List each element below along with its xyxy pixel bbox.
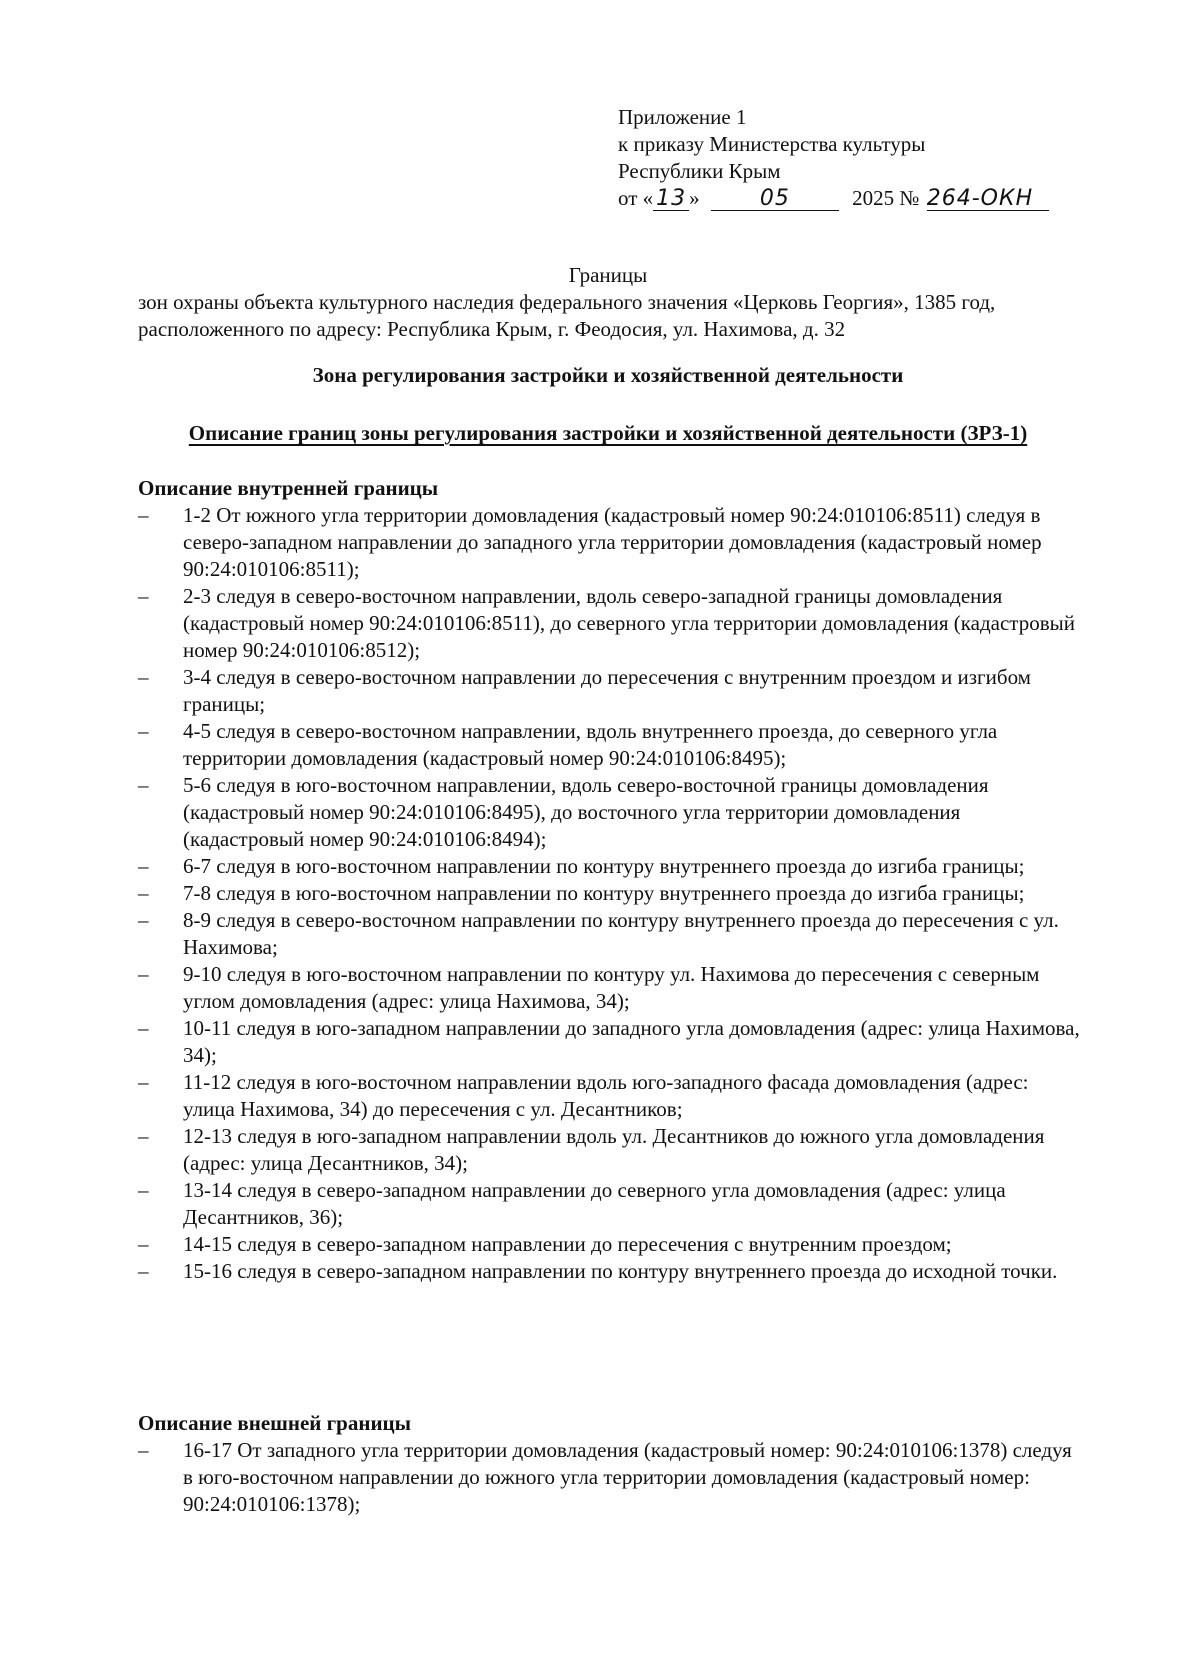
list-dash: – [138,773,149,797]
inner-boundary-item [138,907,1083,961]
order-number-field [927,185,1049,211]
zone-heading: Зона регулирования застройки и хозяйственной деятельности [312,363,904,387]
inner-boundary-item [138,1177,1083,1231]
inner-boundary-item [138,1123,1083,1177]
inner-boundary-item [138,1015,1083,1069]
boundary-segment-text: 1-2 От южного угла территории домовладения (кадастровый номер 90:24:010106:8511) следуя в северо-западном направлении до западного угла территории домовладения (кадастровый номер 90:24:010106:8511); [183,503,1042,581]
boundary-segment-text: 12-13 следуя в юго-западном направлении вдоль ул. Десантников до южного угла домовладения (адрес: улица Десантников, 34); [183,1124,1045,1175]
list-dash: – [138,1070,149,1094]
boundary-segment-text: 3-4 следуя в северо-восточном направлении до пересечения с внутренним проездом и изгибом границы; [183,665,1031,716]
list-dash: – [138,908,149,932]
inner-boundary-item [138,853,1083,880]
outer-boundary-heading: Описание внешней границы [138,1411,412,1435]
boundary-segment-text: 4-5 следуя в северо-восточном направлении, вдоль внутреннего проезда, до северного угла территории домовладения (кадастровый номер 90:24:010106:8495); [183,719,998,770]
boundary-segment-text: 8-9 следуя в северо-восточном направлении по контуру внутреннего проезда до пересечения с ул. Нахимова; [183,908,1059,959]
list-dash: – [138,503,149,527]
month-field [711,185,839,211]
boundary-segment-text: 16-17 От западного угла территории домовладения (кадастровый номер: 90:24:010106:1378) следуя в юго-восточном направлении до южного угла территории домовладения (кадастровый номер: 90:24:010106:1378); [183,1438,1072,1516]
list-dash: – [138,962,149,986]
list-dash: – [138,584,149,608]
boundary-segment-text: 11-12 следуя в юго-восточном направлении вдоль юго-западного фасада домовладения (адрес: улица Нахимова, 34) до пересечения с ул. Десантников; [183,1070,1029,1121]
list-dash: – [138,1178,149,1202]
list-dash: – [138,881,149,905]
boundary-segment-text: 10-11 следуя в юго-западном направлении до западного угла домовладения (адрес: улица Нахимова, 34); [183,1016,1080,1067]
list-dash: – [138,1124,149,1148]
appendix-header [618,104,1178,212]
list-dash: – [138,1232,149,1256]
list-dash: – [138,719,149,743]
appendix-line-3: Республики Крым [618,159,781,183]
inner-boundary-list [138,502,1083,1285]
boundary-segment-text: 2-3 следуя в северо-восточном направлении, вдоль северо-западной границы домовладения (кадастровый номер 90:24:010106:8511), до северного угла территории домовладения (кадастровый номер 90:24:010106:8512); [183,584,1075,662]
list-dash: – [138,1438,149,1462]
boundary-segment-text: 9-10 следуя в юго-восточном направлении по контуру ул. Нахимова до пересечения с северным углом домовладения (адрес: улица Нахимова, 34); [183,962,1040,1013]
title-line-2: зон охраны объекта культурного наследия федерального значения «Церковь Георгия», 1385 год, расположенного по адресу: Республика Крым, г. Феодосия, ул. Нахимова, д. 32 [138,290,996,341]
inner-boundary-item [138,772,1083,853]
inner-boundary-item [138,502,1083,583]
outer-boundary-item [138,1437,1083,1518]
appendix-line-1: Приложение 1 [618,105,747,129]
day-handwritten: 13 [656,186,687,211]
year-number-label: 2025 № [852,186,920,210]
order-number-handwritten: 264-ОКН [926,186,1034,211]
boundary-segment-text: 13-14 следуя в северо-западном направлении до северного угла домовладения (адрес: улица Десантников, 36); [183,1178,1006,1229]
document-title [138,262,1078,343]
inner-boundary-item [138,1258,1083,1285]
inner-boundary-item [138,961,1083,1015]
month-handwritten: 05 [759,186,790,211]
boundary-segment-text: 5-6 следуя в юго-восточном направлении, вдоль северо-восточной границы домовладения (кадастровый номер 90:24:010106:8495), до восточного угла территории домовладения (кадастровый номер 90:24:010106:8494); [183,773,989,851]
inner-boundary-item [138,1069,1083,1123]
zone-description-text: Описание границ зоны регулирования застройки и хозяйственной деятельности (ЗРЗ-1) [188,421,1028,445]
day-field [653,185,689,211]
outer-boundary-list [138,1437,1083,1518]
inner-boundary-heading: Описание внутренней границы [138,476,439,500]
list-dash: – [138,1016,149,1040]
boundary-segment-text: 7-8 следуя в юго-восточном направлении по контуру внутреннего проезда до изгиба границы; [183,881,1025,905]
list-dash: – [138,1259,149,1283]
inner-boundary-item [138,664,1083,718]
boundary-segment-text: 14-15 следуя в северо-западном направлении до пересечения с внутренним проездом; [183,1232,952,1256]
list-dash: – [138,665,149,689]
appendix-date-line [618,185,1178,212]
inner-boundary-item [138,880,1083,907]
inner-boundary-item [138,583,1083,664]
title-line-1: Границы [568,263,648,287]
boundary-segment-text: 15-16 следуя в северо-западном направлении по контуру внутреннего проезда до исходной точки. [183,1259,1058,1283]
inner-boundary-item [138,718,1083,772]
date-mid: » [689,186,700,210]
zone-description-heading [138,420,1078,447]
date-prefix: от « [618,186,654,210]
boundary-segment-text: 6-7 следуя в юго-восточном направлении по контуру внутреннего проезда до изгиба границы; [183,854,1025,878]
list-dash: – [138,854,149,878]
inner-boundary-item [138,1231,1083,1258]
appendix-line-2: к приказу Министерства культуры [618,132,926,156]
